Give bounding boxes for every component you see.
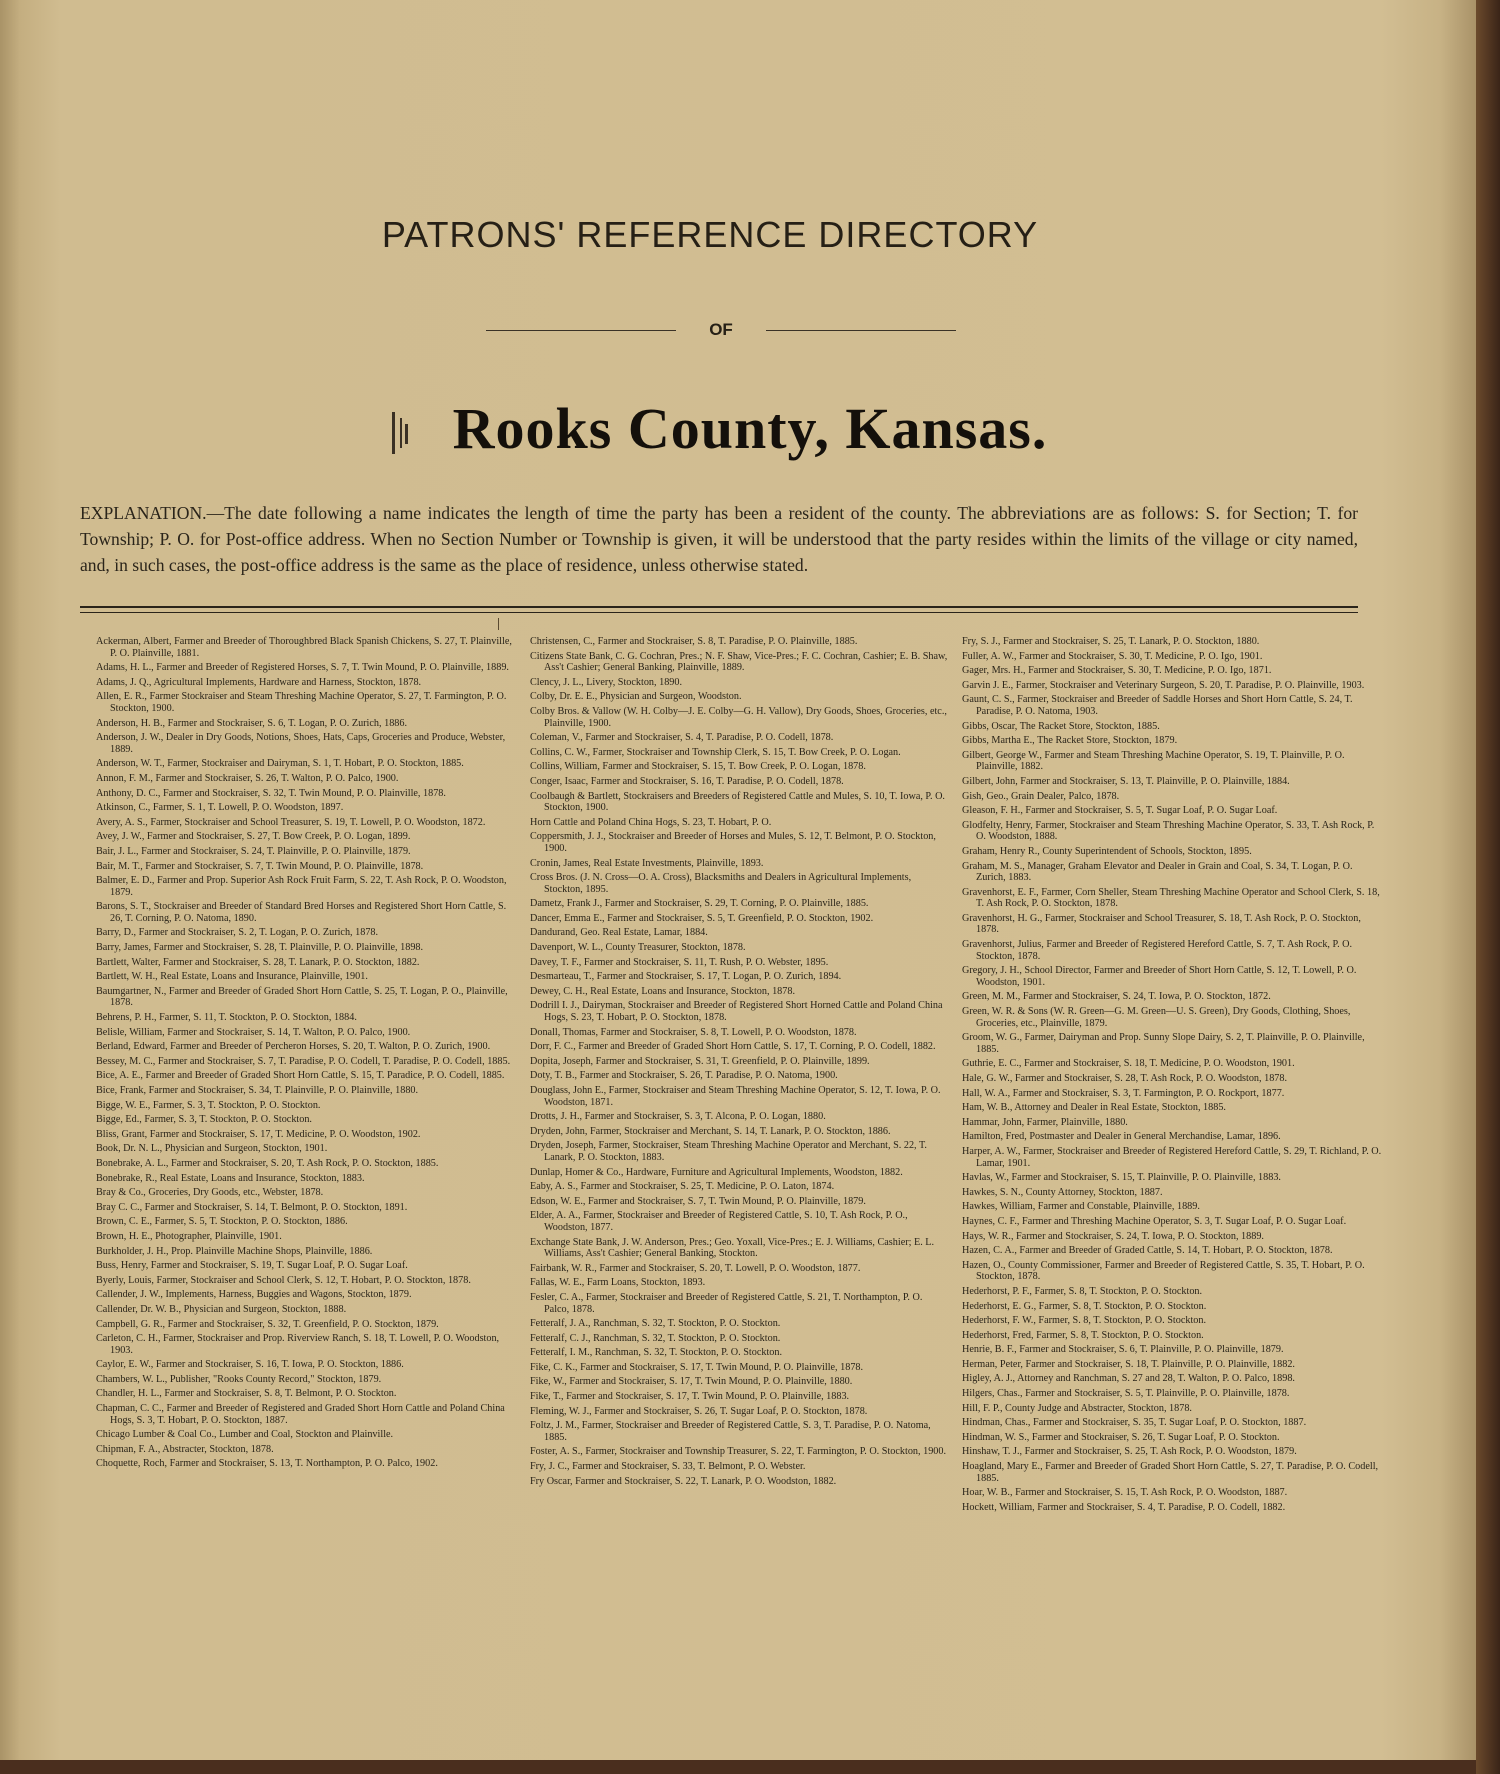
of-divider	[486, 318, 956, 344]
directory-entry: Dopita, Joseph, Farmer and Stockraiser, S. 31, T. Greenfield, P. O. Plainville, 1899.	[530, 1055, 870, 1067]
directory-entry: Hawkes, William, Farmer and Constable, Plainville, 1889.	[962, 1201, 1200, 1213]
directory-entry: Chambers, W. L., Publisher, "Rooks County Record," Stockton, 1879.	[96, 1373, 382, 1385]
directory-entry: Hoar, W. B., Farmer and Stockraiser, S. 15, T. Ash Rock, P. O. Woodston, 1887.	[962, 1487, 1288, 1499]
directory-entry: Brown, H. E., Photographer, Plainville, 1901.	[96, 1230, 282, 1242]
explanation-paragraph: EXPLANATION.—The date following a name indicates the length of time the party has been a resident of the county. The abbreviations are as follows: S. for Section; T. for Township; P. O. for Post-office address. When no Section Number or Township is given, it will be understood that the party resides within the limits of the village or city named, and, in such cases, the post-office address is the same as the place of residence, unless otherwise stated.	[80, 503, 1358, 575]
directory-entry: Hammar, John, Farmer, Plainville, 1880.	[962, 1116, 1128, 1128]
directory-entry: Adams, J. Q., Agricultural Implements, Hardware and Harness, Stockton, 1878.	[96, 676, 422, 688]
directory-entry: Colby, Dr. E. E., Physician and Surgeon, Woodston.	[530, 691, 742, 703]
directory-entry: Dunlap, Homer & Co., Hardware, Furniture and Agricultural Implements, Woodston, 1882.	[530, 1166, 903, 1178]
directory-entry: Baumgartner, N., Farmer and Breeder of Graded Short Horn Cattle, S. 25, T. Logan, P. O., Plainville, 1878.	[96, 985, 508, 1009]
directory-entry: Hederhorst, P. F., Farmer, S. 8, T. Stockton, P. O. Stockton.	[962, 1285, 1203, 1297]
directory-entry: Behrens, P. H., Farmer, S. 11, T. Stockton, P. O. Stockton, 1884.	[96, 1012, 357, 1024]
directory-entry: Fallas, W. E., Farm Loans, Stockton, 1893.	[530, 1277, 706, 1289]
directory-entry: Cross Bros. (J. N. Cross—O. A. Cross), Blacksmiths and Dealers in Agricultural Implements, Stockton, 1895.	[530, 872, 912, 895]
directory-entry: Fesler, C. A., Farmer, Stockraiser and Breeder of Registered Cattle, S. 21, T. Northampton, P. O. Palco, 1878.	[530, 1291, 923, 1315]
county-heading: Rooks County, Kansas.	[452, 396, 1048, 461]
directory-entry: Gleason, F. H., Farmer and Stockraiser, S. 5, T. Sugar Loaf, P. O. Sugar Loaf.	[962, 805, 1278, 817]
directory-entry: Hinshaw, T. J., Farmer and Stockraiser, S. 25, T. Ash Rock, P. O. Woodston, 1879.	[962, 1446, 1297, 1458]
directory-entry: Dametz, Frank J., Farmer and Stockraiser, S. 29, T. Corning, P. O. Plainville, 1885.	[530, 898, 869, 910]
directory-entry: Cronin, James, Real Estate Investments, Plainville, 1893.	[530, 857, 764, 869]
directory-entry: Hoagland, Mary E., Farmer and Breeder of Graded Short Horn Cattle, S. 27, T. Paradise, P. O. Codell, 1885.	[962, 1461, 1379, 1484]
directory-entry: Hawkes, S. N., County Attorney, Stockton, 1887.	[962, 1186, 1163, 1198]
directory-entry: Hindman, W. S., Farmer and Stockraiser, S. 26, T. Sugar Loaf, P. O. Stockton.	[962, 1431, 1280, 1443]
directory-entry: Colby Bros. & Vallow (W. H. Colby—J. E. Colby—G. H. Vallow), Dry Goods, Shoes, Groceries, etc., Plainville, 1900.	[530, 705, 947, 729]
directory-entry: Herman, Peter, Farmer and Stockraiser, S. 18, T. Plainville, P. O. Plainville, 1882.	[962, 1358, 1295, 1370]
directory-entry: Fetteralf, J. A., Ranchman, S. 32, T. Stockton, P. O. Stockton.	[530, 1318, 781, 1330]
directory-entry: Green, W. R. & Sons (W. R. Green—G. M. Green—U. S. Green), Dry Goods, Clothing, Shoes, Groceries, etc., Plainville, 1879.	[962, 1006, 1351, 1029]
top-rule	[80, 606, 1358, 608]
directory-entry: Barry, James, Farmer and Stockraiser, S. 28, T. Plainville, P. O. Plainville, 1898.	[96, 942, 424, 954]
directory-entry: Anderson, J. W., Dealer in Dry Goods, Notions, Shoes, Hats, Caps, Groceries and Produce, Webster, 1889.	[96, 732, 506, 755]
directory-entry: Coleman, V., Farmer and Stockraiser, S. 4, T. Paradise, P. O. Codell, 1878.	[530, 732, 834, 744]
directory-entry: Dryden, John, Farmer, Stockraiser and Merchant, S. 14, T. Lanark, P. O. Stockton, 1886.	[530, 1125, 891, 1137]
pencil-mark	[498, 618, 499, 630]
directory-entry: Hockett, William, Farmer and Stockraiser, S. 4, T. Paradise, P. O. Codell, 1882.	[962, 1501, 1286, 1513]
directory-entry: Gibbs, Oscar, The Racket Store, Stockton, 1885.	[962, 720, 1160, 732]
directory-entry: Gilbert, George W., Farmer and Steam Threshing Machine Operator, S. 19, T. Plainville, P. O. Plainville, 1882.	[962, 749, 1345, 773]
directory-entry: Henrie, B. F., Farmer and Stockraiser, S. 6, T. Plainville, P. O. Plainville, 1879.	[962, 1344, 1284, 1356]
directory-entry: Caylor, E. W., Farmer and Stockraiser, S. 16, T. Iowa, P. O. Stockton, 1886.	[96, 1359, 404, 1371]
directory-entry: Bray C. C., Farmer and Stockraiser, S. 14, T. Belmont, P. O. Stockton, 1891.	[96, 1201, 408, 1213]
directory-entry: Hamilton, Fred, Postmaster and Dealer in General Merchandise, Lamar, 1896.	[962, 1131, 1281, 1143]
directory-entry: Hederhorst, E. G., Farmer, S. 8, T. Stockton, P. O. Stockton.	[962, 1300, 1207, 1312]
directory-entry: Annon, F. M., Farmer and Stockraiser, S. 26, T. Walton, P. O. Palco, 1900.	[96, 772, 399, 784]
directory-entry: Callender, J. W., Implements, Harness, Buggies and Wagons, Stockton, 1879.	[96, 1289, 412, 1301]
directory-entry: Chapman, C. C., Farmer and Breeder of Registered and Graded Short Horn Cattle and Poland China Hogs, S. 3, T. Hobart, P. O. Stockton, 1887.	[96, 1403, 505, 1426]
directory-entry: Dancer, Emma E., Farmer and Stockraiser, S. 5, T. Greenfield, P. O. Stockton, 1902.	[530, 912, 874, 924]
directory-entry: Fuller, A. W., Farmer and Stockraiser, S. 30, T. Medicine, P. O. Igo, 1901.	[962, 650, 1263, 662]
directory-entry: Fry, S. J., Farmer and Stockraiser, S. 25, T. Lanark, P. O. Stockton, 1880.	[962, 636, 1260, 647]
directory-entry: Hilgers, Chas., Farmer and Stockraiser, S. 5, T. Plainville, P. O. Plainville, 1878.	[962, 1388, 1290, 1400]
directory-entry: Davenport, W. L., County Treasurer, Stockton, 1878.	[530, 942, 746, 954]
directory-entry: Anderson, W. T., Farmer, Stockraiser and Dairyman, S. 1, T. Hobart, P. O. Stockton, 1885.	[96, 758, 464, 770]
directory-entry: Gilbert, John, Farmer and Stockraiser, S. 13, T. Plainville, P. O. Plainville, 1884.	[962, 775, 1290, 787]
top-rule-thin	[80, 612, 1358, 613]
directory-entry: Gish, Geo., Grain Dealer, Palco, 1878.	[962, 790, 1120, 802]
directory-entry: Balmer, E. D., Farmer and Prop. Superior Ash Rock Fruit Farm, S. 22, T. Ash Rock, P. O. Woodston, 1879.	[96, 875, 507, 898]
directory-entry: Avey, J. W., Farmer and Stockraiser, S. 27, T. Bow Creek, P. O. Logan, 1899.	[96, 831, 411, 843]
directory-entry: Chicago Lumber & Coal Co., Lumber and Coal, Stockton and Plainville.	[96, 1429, 394, 1441]
directory-entry: Bessey, M. C., Farmer and Stockraiser, S. 7, T. Paradise, P. O. Codell, T. Paradise, P. O. Codell, 1885.	[96, 1055, 511, 1067]
directory-entry: Coolbaugh & Bartlett, Stockraisers and Breeders of Registered Cattle and Mules, S. 10, T. Iowa, P. O. Stockton, 1900.	[530, 790, 945, 814]
directory-entry: Ackerman, Albert, Farmer and Breeder of Thoroughbred Black Spanish Chickens, S. 27, T. Plainville, P. O. Plainville, 1881.	[96, 636, 512, 659]
directory-entry: Belisle, William, Farmer and Stockraiser, S. 14, T. Walton, P. O. Palco, 1900.	[96, 1026, 411, 1038]
directory-column-1	[96, 636, 516, 1473]
directory-entry: Gravenhorst, E. F., Farmer, Corn Sheller, Steam Threshing Machine Operator and School Clerk, S. 18, T. Ash Rock, P. O. Stockton, 1878.	[962, 886, 1380, 910]
directory-entry: Hederhorst, Fred, Farmer, S. 8, T. Stockton, P. O. Stockton.	[962, 1329, 1204, 1341]
directory-entry: Hederhorst, F. W., Farmer, S. 8, T. Stockton, P. O. Stockton.	[962, 1315, 1207, 1327]
directory-entry: Haynes, C. F., Farmer and Threshing Machine Operator, S. 3, T. Sugar Loaf, P. O. Sugar Loaf.	[962, 1215, 1347, 1227]
directory-entry: Drotts, J. H., Farmer and Stockraiser, S. 3, T. Alcona, P. O. Logan, 1880.	[530, 1111, 826, 1123]
of-label: OF	[709, 320, 733, 339]
directory-entry: Dryden, Joseph, Farmer, Stockraiser, Steam Threshing Machine Operator and Merchant, S. 22, T. Lanark, P. O. Stockton, 1883.	[530, 1140, 927, 1163]
directory-entry: Fike, T., Farmer and Stockraiser, S. 17, T. Twin Mound, P. O. Plainville, 1883.	[530, 1391, 850, 1403]
directory-entry: Davey, T. F., Farmer and Stockraiser, S. 11, T. Rush, P. O. Webster, 1895.	[530, 956, 829, 968]
directory-entry: Collins, C. W., Farmer, Stockraiser and Township Clerk, S. 15, T. Bow Creek, P. O. Logan.	[530, 746, 901, 758]
directory-entry: Bartlett, Walter, Farmer and Stockraiser, S. 28, T. Lanark, P. O. Stockton, 1882.	[96, 956, 420, 968]
directory-entry: Dandurand, Geo. Real Estate, Lamar, 1884.	[530, 927, 708, 939]
directory-entry: Foltz, J. M., Farmer, Stockraiser and Breeder of Registered Cattle, S. 3, T. Paradise, P. O. Natoma, 1885.	[530, 1420, 931, 1443]
directory-entry: Campbell, G. R., Farmer and Stockraiser, S. 32, T. Greenfield, P. O. Stockton, 1879.	[96, 1318, 439, 1330]
directory-entry: Dodrill I. J., Dairyman, Stockraiser and Breeder of Registered Short Horned Cattle and Poland China Hogs, S. 23, T. Hobart, P. O. Stockton, 1878.	[530, 1000, 943, 1024]
directory-entry: Higley, A. J., Attorney and Ranchman, S. 27 and 28, T. Walton, P. O. Palco, 1898.	[962, 1373, 1295, 1385]
directory-entry: Collins, William, Farmer and Stockraiser, S. 15, T. Bow Creek, P. O. Logan, 1878.	[530, 761, 866, 773]
directory-entry: Desmarteau, T., Farmer and Stockraiser, S. 17, T. Logan, P. O. Zurich, 1894.	[530, 971, 842, 983]
directory-entry: Gibbs, Martha E., The Racket Store, Stockton, 1879.	[962, 735, 1178, 747]
directory-entry: Bice, Frank, Farmer and Stockraiser, S. 34, T. Plainville, P. O. Plainville, 1880.	[96, 1085, 419, 1096]
page-title: PATRONS' REFERENCE DIRECTORY	[381, 214, 1039, 255]
directory-entry: Clency, J. L., Livery, Stockton, 1890.	[530, 676, 683, 688]
directory-entry: Fetteralf, C. J., Ranchman, S. 32, T. Stockton, P. O. Stockton.	[530, 1332, 781, 1344]
directory-entry: Bonebrake, A. L., Farmer and Stockraiser, S. 20, T. Ash Rock, P. O. Stockton, 1885.	[96, 1157, 439, 1169]
directory-entry: Book, Dr. N. L., Physician and Surgeon, Stockton, 1901.	[96, 1143, 328, 1155]
directory-entry: Guthrie, E. C., Farmer and Stockraiser, S. 18, T. Medicine, P. O. Woodston, 1901.	[962, 1058, 1295, 1070]
directory-entry: Graham, M. S., Manager, Graham Elevator and Dealer in Grain and Coal, S. 34, T. Logan, P. O. Zurich, 1883.	[962, 860, 1353, 884]
directory-entry: Anthony, D. C., Farmer and Stockraiser, S. 32, T. Twin Mound, P. O. Plainville, 1878.	[96, 787, 446, 799]
directory-entry: Bonebrake, R., Real Estate, Loans and Insurance, Stockton, 1883.	[96, 1172, 365, 1184]
directory-entry: Hall, W. A., Farmer and Stockraiser, S. 3, T. Farmington, P. O. Rockport, 1877.	[962, 1087, 1285, 1099]
directory-entry: Hale, G. W., Farmer and Stockraiser, S. 28, T. Ash Rock, P. O. Woodston, 1878.	[962, 1073, 1288, 1084]
book-edge	[1476, 0, 1500, 1774]
directory-entry: Ham, W. B., Attorney and Dealer in Real Estate, Stockton, 1885.	[962, 1102, 1226, 1114]
directory-entry: Conger, Isaac, Farmer and Stockraiser, S. 16, T. Paradise, P. O. Codell, 1878.	[530, 775, 844, 787]
directory-entry: Chandler, H. L., Farmer and Stockraiser, S. 8, T. Belmont, P. O. Stockton.	[96, 1388, 397, 1400]
directory-entry: Bliss, Grant, Farmer and Stockraiser, S. 17, T. Medicine, P. O. Woodston, 1902.	[96, 1128, 421, 1140]
directory-entry: Bigge, Ed., Farmer, S. 3, T. Stockton, P. O. Stockton.	[96, 1114, 312, 1126]
directory-entry: Carleton, C. H., Farmer, Stockraiser and Prop. Riverview Ranch, S. 18, T. Lowell, P. O. Woodston, 1903.	[96, 1333, 500, 1356]
directory-entry: Citizens State Bank, C. G. Cochran, Pres.; N. F. Shaw, Vice-Pres.; F. C. Cochran, Cashier; E. B. Shaw, Ass't Cashier; General Banking, Plainville, 1889.	[530, 650, 948, 674]
directory-entry: Bray & Co., Groceries, Dry Goods, etc., Webster, 1878.	[96, 1187, 324, 1199]
directory-entry: Hill, F. P., County Judge and Abstracter, Stockton, 1878.	[962, 1402, 1192, 1414]
directory-entry: Buss, Henry, Farmer and Stockraiser, S. 19, T. Sugar Loaf, P. O. Sugar Loaf.	[96, 1260, 408, 1272]
directory-entry: Hays, W. R., Farmer and Stockraiser, S. 24, T. Iowa, P. O. Stockton, 1889.	[962, 1230, 1264, 1242]
book-bottom-edge	[0, 1760, 1476, 1774]
directory-entry: Harper, A. W., Farmer, Stockraiser and Breeder of Registered Hereford Cattle, S. 29, T. Richland, P. O. Lamar, 1901.	[962, 1145, 1382, 1169]
directory-entry: Choquette, Roch, Farmer and Stockraiser, S. 13, T. Northampton, P. O. Palco, 1902.	[96, 1458, 438, 1470]
directory-entry: Burkholder, J. H., Prop. Plainville Machine Shops, Plainville, 1886.	[96, 1245, 373, 1257]
directory-entry: Berland, Edward, Farmer and Breeder of Percheron Horses, S. 20, T. Walton, P. O. Zurich, 1900.	[96, 1041, 491, 1053]
directory-entry: Horn Cattle and Poland China Hogs, S. 23, T. Hobart, P. O.	[530, 816, 772, 828]
directory-entry: Gager, Mrs. H., Farmer and Stockraiser, S. 30, T. Medicine, P. O. Igo, 1871.	[962, 665, 1272, 677]
directory-entry: Eaby, A. S., Farmer and Stockraiser, S. 25, T. Medicine, P. O. Laton, 1874.	[530, 1181, 835, 1193]
directory-entry: Donall, Thomas, Farmer and Stockraiser, S. 8, T. Lowell, P. O. Woodston, 1878.	[530, 1026, 857, 1038]
directory-entry: Coppersmith, J. J., Stockraiser and Breeder of Horses and Mules, S. 12, T. Belmont, P. O. Stockton, 1900.	[530, 831, 936, 854]
directory-entry: Brown, C. E., Farmer, S. 5, T. Stockton, P. O. Stockton, 1886.	[96, 1216, 348, 1228]
directory-entry: Hazen, C. A., Farmer and Breeder of Graded Cattle, S. 14, T. Hobart, P. O. Stockton, 1878.	[962, 1245, 1333, 1257]
directory-entry: Graham, Henry R., County Superintendent of Schools, Stockton, 1895.	[962, 845, 1252, 857]
directory-entry: Fike, W., Farmer and Stockraiser, S. 17, T. Twin Mound, P. O. Plainville, 1880.	[530, 1376, 853, 1388]
directory-entry: Hazen, O., County Commissioner, Farmer and Breeder of Registered Cattle, S. 35, T. Hobart, P. O. Stockton, 1878.	[962, 1259, 1365, 1283]
directory-entry: Fry, J. C., Farmer and Stockraiser, S. 33, T. Belmont, P. O. Webster.	[530, 1461, 806, 1473]
directory-entry: Fike, C. K., Farmer and Stockraiser, S. 17, T. Twin Mound, P. O. Plainville, 1878.	[530, 1361, 864, 1373]
directory-entry: Fry Oscar, Farmer and Stockraiser, S. 22, T. Lanark, P. O. Woodston, 1882.	[530, 1475, 837, 1487]
directory-entry: Dewey, C. H., Real Estate, Loans and Insurance, Stockton, 1878.	[530, 985, 795, 997]
directory-entry: Havlas, W., Farmer and Stockraiser, S. 15, T. Plainville, P. O. Plainville, 1883.	[962, 1172, 1281, 1184]
directory-entry: Bartlett, W. H., Real Estate, Loans and Insurance, Plainville, 1901.	[96, 971, 368, 983]
directory-entry: Bigge, W. E., Farmer, S. 3, T. Stockton, P. O. Stockton.	[96, 1099, 321, 1111]
directory-entry: Gregory, J. H., School Director, Farmer and Breeder of Short Horn Cattle, S. 12, T. Lowell, P. O. Woodston, 1901.	[962, 965, 1357, 988]
directory-entry: Byerly, Louis, Farmer, Stockraiser and School Clerk, S. 12, T. Hobart, P. O. Stockton, 1878.	[96, 1274, 471, 1286]
directory-entry: Exchange State Bank, J. W. Anderson, Pres.; Geo. Yoxall, Vice-Pres.; E. J. Williams, Cashier; E. L. Williams, Ass't Cashier; General Banking, Stockton.	[530, 1236, 935, 1260]
directory-column-2	[530, 636, 950, 1490]
directory-entry: Bair, J. L., Farmer and Stockraiser, S. 24, T. Plainville, P. O. Plainville, 1879.	[96, 845, 411, 857]
directory-entry: Bair, M. T., Farmer and Stockraiser, S. 7, T. Twin Mound, P. O. Plainville, 1878.	[96, 860, 424, 872]
directory-entry: Atkinson, C., Farmer, S. 1, T. Lowell, P. O. Woodston, 1897.	[96, 802, 344, 814]
directory-entry: Barons, S. T., Stockraiser and Breeder of Standard Bred Horses and Registered Short Horn Cattle, S. 26, T. Corning, P. O. Natoma, 1890.	[96, 901, 507, 924]
directory-entry: Adams, H. L., Farmer and Breeder of Registered Horses, S. 7, T. Twin Mound, P. O. Plainville, 1889.	[96, 662, 509, 674]
directory-entry: Groom, W. G., Farmer, Dairyman and Prop. Sunny Slope Dairy, S. 2, T. Plainville, P. O. Plainville, 1885.	[962, 1032, 1365, 1055]
directory-entry: Green, M. M., Farmer and Stockraiser, S. 24, T. Iowa, P. O. Stockton, 1872.	[962, 991, 1271, 1003]
directory-entry: Callender, Dr. W. B., Physician and Surgeon, Stockton, 1888.	[96, 1303, 347, 1315]
directory-entry: Doty, T. B., Farmer and Stockraiser, S. 26, T. Paradise, P. O. Natoma, 1900.	[530, 1070, 838, 1082]
directory-column-3	[962, 636, 1382, 1516]
directory-entry: Gaunt, C. S., Farmer, Stockraiser and Breeder of Saddle Horses and Short Horn Cattle, S. 24, T. Paradise, P. O. Natoma, 1903.	[962, 694, 1353, 717]
directory-entry: Avery, A. S., Farmer, Stockraiser and School Treasurer, S. 19, T. Lowell, P. O. Woodston, 1872.	[96, 816, 486, 828]
directory-entry: Chipman, F. A., Abstracter, Stockton, 1878.	[96, 1443, 274, 1455]
directory-entry: Elder, A. A., Farmer, Stockraiser and Breeder of Registered Cattle, S. 10, T. Ash Rock, P. O., Woodston, 1877.	[530, 1210, 908, 1233]
directory-entry: Douglass, John E., Farmer, Stockraiser and Steam Threshing Machine Operator, S. 12, T. Iowa, P. O. Woodston, 1871.	[530, 1085, 941, 1108]
directory-entry: Hindman, Chas., Farmer and Stockraiser, S. 35, T. Sugar Loaf, P. O. Stockton, 1887.	[962, 1417, 1307, 1429]
divider-line-right	[766, 330, 956, 331]
directory-entry: Gravenhorst, H. G., Farmer, Stockraiser and School Treasurer, S. 18, T. Ash Rock, P. O. Stockton, 1878.	[962, 912, 1361, 936]
directory-entry: Bice, A. E., Farmer and Breeder of Graded Short Horn Cattle, S. 15, T. Paradice, P. O. Codell, 1885.	[96, 1070, 505, 1082]
directory-entry: Anderson, H. B., Farmer and Stockraiser, S. 6, T. Logan, P. O. Zurich, 1886.	[96, 717, 408, 729]
directory-entry: Barry, D., Farmer and Stockraiser, S. 2, T. Logan, P. O. Zurich, 1878.	[96, 927, 379, 939]
directory-entry: Christensen, C., Farmer and Stockraiser, S. 8, T. Paradise, P. O. Plainville, 1885.	[530, 636, 858, 647]
directory-entry: Dorr, F. C., Farmer and Breeder of Graded Short Horn Cattle, S. 17, T. Corning, P. O. Codell, 1882.	[530, 1041, 936, 1053]
directory-entry: Allen, E. R., Farmer Stockraiser and Steam Threshing Machine Operator, S. 27, T. Farmington, P. O. Stockton, 1900.	[96, 691, 507, 714]
directory-entry: Edson, W. E., Farmer and Stockraiser, S. 7, T. Twin Mound, P. O. Plainville, 1879.	[530, 1195, 866, 1207]
directory-entry: Garvin J. E., Farmer, Stockraiser and Veterinary Surgeon, S. 20, T. Paradise, P. O. Plainville, 1903.	[962, 679, 1365, 691]
directory-entry: Fetteralf, I. M., Ranchman, S. 32, T. Stockton, P. O. Stockton.	[530, 1347, 783, 1359]
directory-entry: Fairbank, W. R., Farmer and Stockraiser, S. 20, T. Lowell, P. O. Woodston, 1877.	[530, 1262, 861, 1274]
directory-entry: Glodfelty, Henry, Farmer, Stockraiser and Steam Threshing Machine Operator, S. 33, T. Ash Rock, P. O. Woodston, 1888.	[962, 819, 1375, 843]
directory-entry: Foster, A. S., Farmer, Stockraiser and Township Treasurer, S. 22, T. Farmington, P. O. Stockton, 1900.	[530, 1446, 947, 1458]
directory-entry: Gravenhorst, Julius, Farmer and Breeder of Registered Hereford Cattle, S. 7, T. Ash Rock, P. O. Stockton, 1878.	[962, 939, 1353, 962]
directory-entry: Fleming, W. J., Farmer and Stockraiser, S. 26, T. Sugar Loaf, P. O. Stockton, 1878.	[530, 1405, 868, 1417]
